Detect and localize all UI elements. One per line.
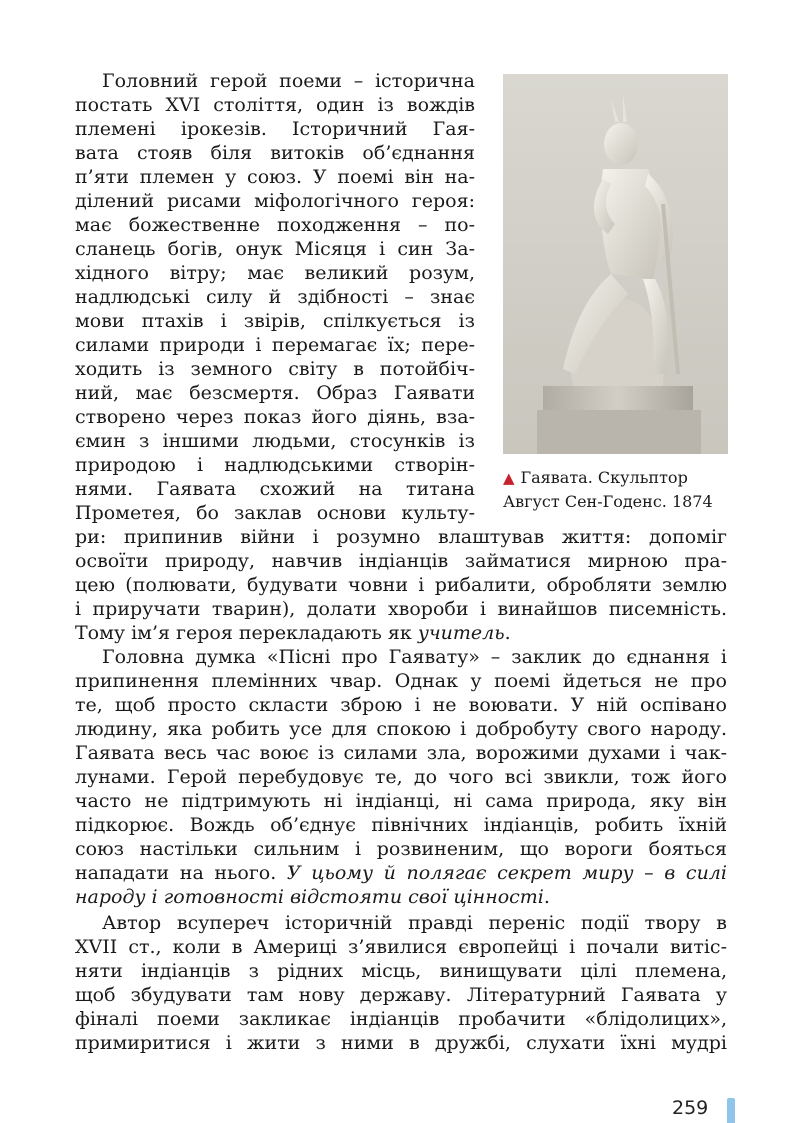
italic-emphasis: У цьому й полягає секрет миру – в силі bbox=[286, 862, 727, 884]
text-line: ємин з іншими людьми, стосунків із bbox=[75, 430, 475, 452]
text-line: п’яти племен у союз. У поемі він на- bbox=[75, 166, 475, 188]
text-line: нями. Гаявата схожий на титана bbox=[75, 478, 475, 500]
text-line: лунами. Герой перебудовує те, до чого всі звикли, тож його bbox=[75, 766, 727, 788]
text-line: сланець богів, онук Місяця і син За- bbox=[75, 238, 475, 260]
text-line: мови птахів і звірів, спілкується із bbox=[75, 310, 475, 332]
text-line: щоб збудувати там нову державу. Літературний Гаявата у bbox=[75, 984, 727, 1006]
text-line: припинення племінних чвар. Однак у поемі йдеться не про bbox=[75, 670, 727, 692]
italic-emphasis: народу і готовності відстояти свої цінності bbox=[75, 886, 544, 908]
text-line: постать XVI століття, один із вождів bbox=[75, 94, 475, 116]
text-line: союз настільки сильним і розвиненим, що вороги бояться bbox=[75, 838, 727, 860]
text-line: Прометея, бо заклав основи культу- bbox=[75, 502, 475, 524]
text-line: силами природи і перемагає їх; пере- bbox=[75, 334, 475, 356]
text-line: ходить із земного світу в потойбіч- bbox=[75, 358, 475, 380]
text-line: ний, має безсмертя. Образ Гаявати bbox=[75, 382, 475, 404]
text-line: підкорює. Вождь об’єднує північних індіанців, робить їхній bbox=[75, 814, 727, 836]
text-line: примиритися і жити з ними в дружбі, слухати їхні мудрі bbox=[75, 1032, 727, 1054]
page-number: 259 bbox=[672, 1097, 709, 1119]
text-line: Автор всупереч історичній правді переніс події твору в bbox=[102, 912, 727, 934]
text-span: Тому ім’я героя перекладають як bbox=[75, 622, 418, 644]
text-line: часто не підтримують ні індіанці, ні сама природа, яку він bbox=[75, 790, 727, 812]
text-line bbox=[75, 622, 727, 645]
figure-caption bbox=[503, 466, 733, 513]
text-span: . bbox=[543, 886, 550, 908]
text-line: няти індіанців з рідних місць, винищувати цілі племена, bbox=[75, 960, 727, 982]
text-line: фіналі поеми закликає індіанців пробачити «блідолицих», bbox=[75, 1008, 727, 1030]
text-line: Головний герой поеми – історична bbox=[102, 70, 475, 92]
text-line: цею (полювати, будувати човни і рибалити, обробляти землю bbox=[75, 574, 727, 596]
text-line: Гаявата весь час воює із силами зла, ворожими духами і чак- bbox=[75, 742, 727, 764]
page-tab-marker bbox=[727, 1098, 735, 1123]
caption-line-1: Гаявата. Скульптор bbox=[520, 468, 688, 487]
text-line: XVII ст., коли в Америці з’явилися європейці і почали витіс- bbox=[75, 936, 727, 958]
text-line: вата стояв біля витоків об’єднання bbox=[75, 142, 475, 164]
text-line: має божественне походження – по- bbox=[75, 214, 475, 236]
text-line: племені ірокезів. Історичний Гая- bbox=[75, 118, 475, 140]
text-span: . bbox=[504, 622, 511, 644]
caption-line-2: Август Сен-Годенс. 1874 bbox=[503, 492, 713, 511]
text-span: нападати на нього. bbox=[75, 862, 287, 884]
text-line: освоїти природу, навчив індіанців займатися мирною пра- bbox=[75, 550, 727, 572]
text-line: Головна думка «Пісні про Гаявату» – заклик до єднання і bbox=[102, 646, 727, 668]
text-line: хідного вітру; має великий розум, bbox=[75, 262, 475, 284]
text-line: те, щоб просто скласти зброю і не воювати. У ній оспівано bbox=[75, 694, 727, 716]
hiawatha-statue-image bbox=[503, 74, 728, 454]
text-line: ри: припинив війни і розумно влаштував життя: допоміг bbox=[75, 526, 727, 548]
triangle-marker-icon: ▲ bbox=[503, 469, 515, 487]
text-line: природою і надлюдськими створін- bbox=[75, 454, 475, 476]
text-line: створено через показ його діянь, вза- bbox=[75, 406, 475, 428]
statue-photo bbox=[503, 74, 728, 454]
text-line bbox=[75, 886, 727, 909]
text-line bbox=[75, 862, 727, 885]
text-line: і приручати тварин), долати хвороби і винайшов писемність. bbox=[75, 598, 727, 620]
italic-term: учитель bbox=[417, 622, 505, 644]
text-line: людину, яка робить усе для спокою і добробуту свого народу. bbox=[75, 718, 727, 740]
text-line: ділений рисами міфологічного героя: bbox=[75, 190, 475, 212]
text-line: надлюдські силу й здібності – знає bbox=[75, 286, 475, 308]
